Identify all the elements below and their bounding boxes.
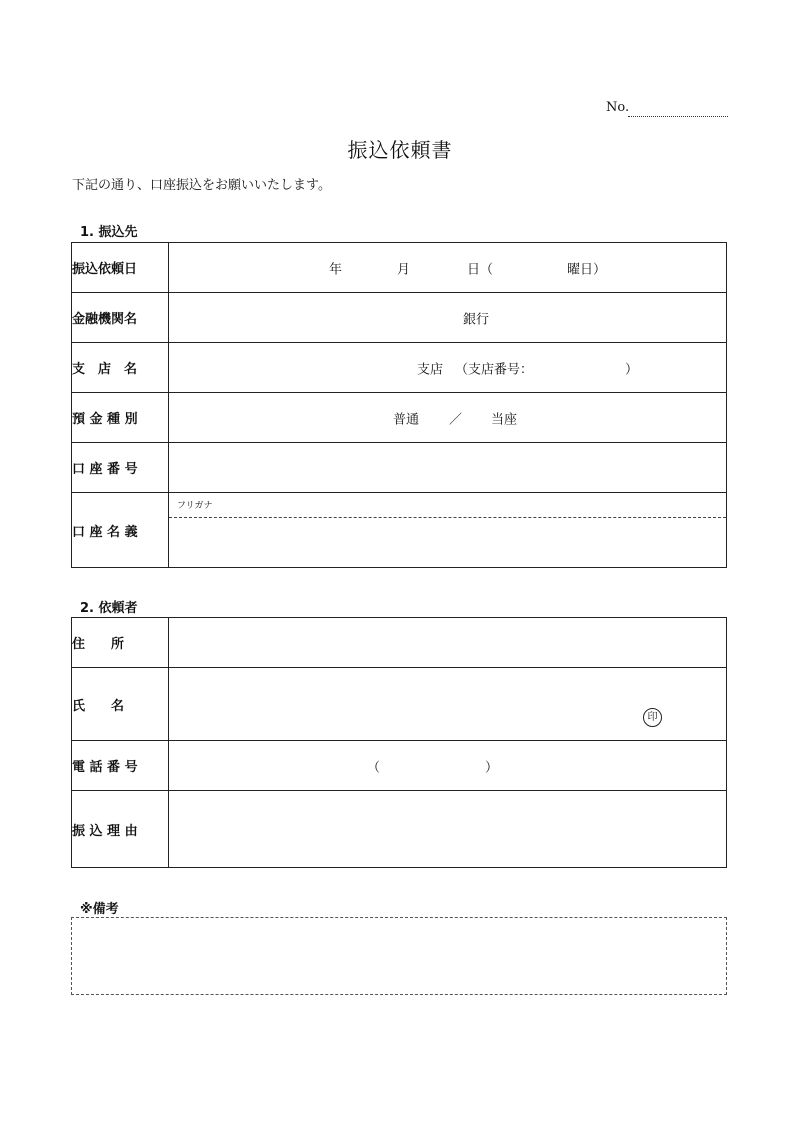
requester-table xyxy=(71,617,727,868)
branch-name-field[interactable] xyxy=(169,343,727,393)
table-row xyxy=(72,443,727,493)
bank-name-field[interactable] xyxy=(169,293,727,343)
page-title: 振込依頼書 xyxy=(347,138,453,162)
furigana-label: フリガナ xyxy=(177,501,213,511)
address-field[interactable] xyxy=(169,618,727,668)
table-row xyxy=(72,618,727,668)
address-label: 住 所 xyxy=(72,618,169,668)
account-number-label: 口 座 番 号 xyxy=(72,443,169,493)
name-field[interactable] xyxy=(169,668,727,741)
branch-name-label: 支 店 名 xyxy=(72,343,169,393)
type-futsu-option[interactable]: 普通 xyxy=(393,412,420,427)
table-row xyxy=(72,668,727,741)
table-row xyxy=(72,243,727,293)
remarks-heading: ※備考 xyxy=(80,902,119,917)
account-type-label: 預 金 種 別 xyxy=(72,393,169,443)
month-unit: 月 xyxy=(397,262,411,277)
type-separator: ／ xyxy=(449,412,463,427)
account-type-field[interactable] xyxy=(169,393,727,443)
name-label: 氏 名 xyxy=(72,668,169,741)
branch-number-close: ） xyxy=(625,362,639,377)
table-row xyxy=(72,393,727,443)
type-toza-option[interactable]: 当座 xyxy=(491,412,518,427)
bank-suffix: 銀行 xyxy=(463,312,490,327)
remarks-field[interactable] xyxy=(71,917,727,995)
account-holder-label: 口 座 名 義 xyxy=(72,493,169,568)
account-holder-field[interactable] xyxy=(169,493,727,568)
account-number-field[interactable] xyxy=(169,443,727,493)
table-row xyxy=(72,293,727,343)
reason-label: 振 込 理 由 xyxy=(72,791,169,868)
transfer-date-field[interactable] xyxy=(169,243,727,293)
section-heading-requester: 2. 依頼者 xyxy=(80,601,138,616)
bank-name-label: 金融機関名 xyxy=(72,293,169,343)
area-code-close: ） xyxy=(485,760,499,775)
weekday-unit: 曜日） xyxy=(567,262,607,277)
furigana-field[interactable] xyxy=(169,493,726,518)
payee-table xyxy=(71,242,727,568)
phone-field[interactable] xyxy=(169,741,727,791)
phone-label: 電 話 番 号 xyxy=(72,741,169,791)
seal-mark-icon: 印 xyxy=(643,708,662,727)
intro-text: 下記の通り、口座振込をお願いいたします。 xyxy=(72,178,331,193)
transfer-date-label: 振込依頼日 xyxy=(72,243,169,293)
branch-suffix: 支店 xyxy=(417,362,444,377)
year-unit: 年 xyxy=(329,262,343,277)
table-row xyxy=(72,791,727,868)
branch-number-label: （支店番号： xyxy=(455,362,534,377)
reason-field[interactable] xyxy=(169,791,727,868)
section-heading-payee: 1. 振込先 xyxy=(80,225,138,240)
table-row xyxy=(72,741,727,791)
table-row xyxy=(72,493,727,568)
document-number-field[interactable] xyxy=(628,116,728,117)
table-row xyxy=(72,343,727,393)
area-code-open: （ xyxy=(367,760,381,775)
day-unit: 日（ xyxy=(467,262,494,277)
document-number-label: No. xyxy=(606,100,630,115)
